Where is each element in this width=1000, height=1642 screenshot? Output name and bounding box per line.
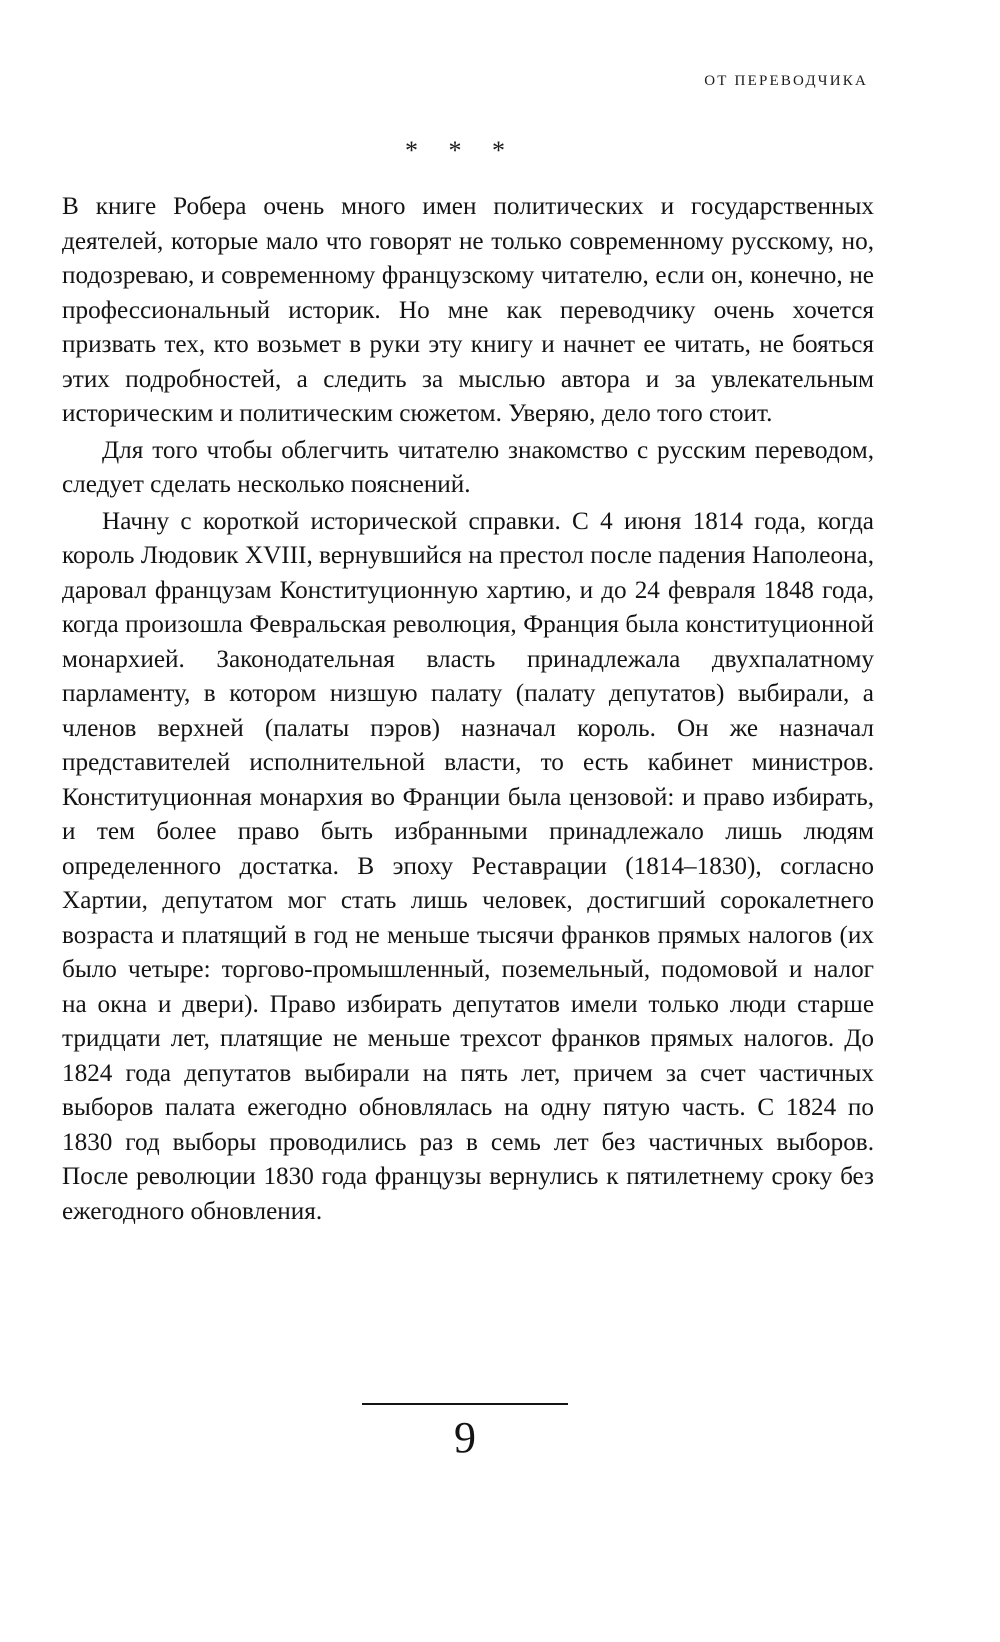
paragraph-2: Для того чтобы облегчить читателю знакомство с русским переводом, следует сделать несколько пояснений. — [62, 436, 874, 498]
paragraph-1: В книге Робера очень много имен политических и государственных деятелей, которые мало что говорят не только современному русскому, но, подозреваю, и современному французскому читателю, если он, конечно, не профессиональный историк. Но мне как переводчику очень хочется призвать тех, кто возьмет в руки эту книгу и начнет ее читать, не бояться этих подробностей, а следить за мыслью автора и за увлекательным историческим и политическим сюжетом. Уверяю, дело того стоит. — [62, 193, 874, 427]
section-ornament: * * * — [405, 136, 517, 165]
paragraph-3: Начну с короткой исторической справки. С 4 июня 1814 года, когда король Людовик XVIII, вернувшийся на престол после падения Наполеона, даровал французам Конституционную хартию, и до 24 февраля 1848 года, когда произошла Февральская революция, Франция была конституционной монархией. Законодательная власть принадлежала двухпалатному парламенту, в котором низшую палату (палату депутатов) выбирали, а членов верхней (палаты пэров) назначал король. Он же назначал представителей исполнительной власти, то есть кабинет министров. Конституционная монархия во Франции была цензовой: и право избирать, и тем более право быть избранными принадлежало лишь людям определенного достатка. В эпоху Реставрации (1814–1830), согласно Хартии, депутатом мог стать лишь человек, достигший сорокалетнего возраста и платящий в год не меньше тысячи франков прямых налогов (их было четыре: торгово-промышленный, поземельный, подомовой и налог на окна и двери). Право избирать депутатов имели только люди старше тридцати лет, платящие не меньше трехсот франков прямых налогов. До 1824 года депутатов выбирали на пять лет, причем за счет частичных выборов палата ежегодно обновлялась на одну пятую часть. С 1824 по 1830 год выборы проводились раз в семь лет без частичных выборов. После революции 1830 года французы вернулись к пятилетнему сроку без ежегодного обновления. — [62, 507, 874, 1225]
page-number: 9 — [454, 1413, 476, 1462]
body-text — [62, 190, 874, 1229]
running-head: ОТ ПЕРЕВОДЧИКА — [704, 73, 868, 89]
footer-rule — [362, 1403, 568, 1405]
